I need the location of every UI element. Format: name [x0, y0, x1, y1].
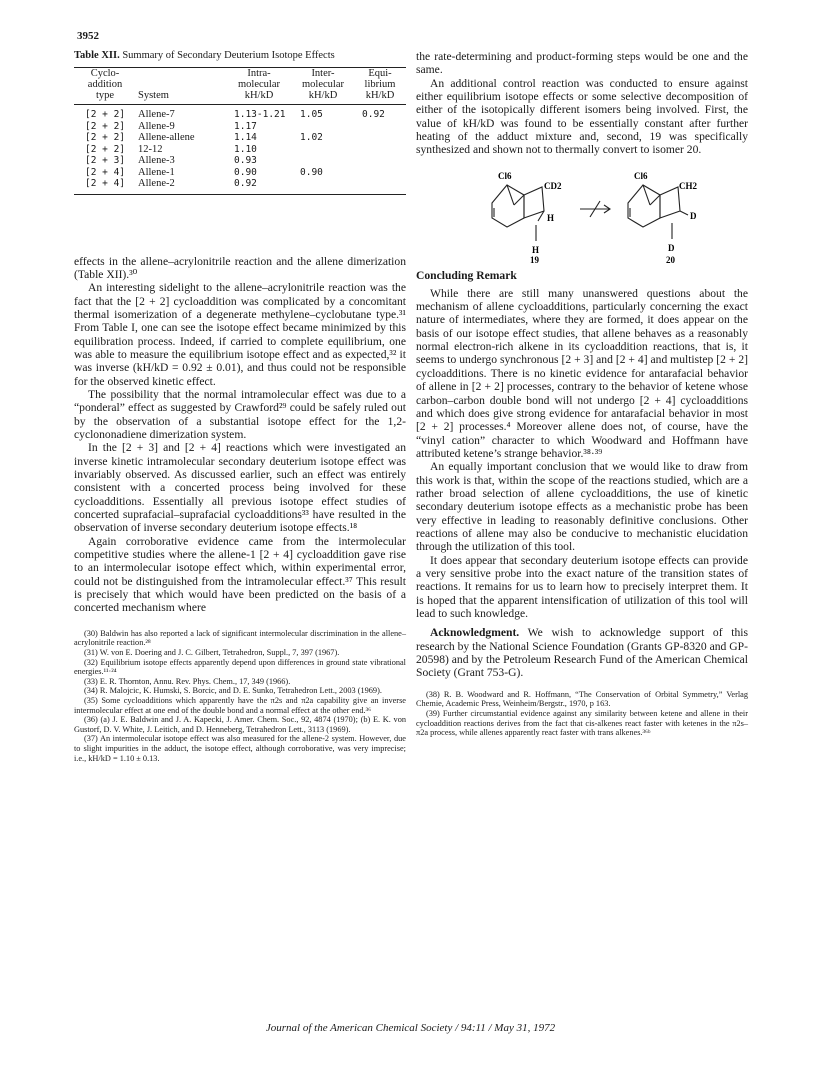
cell-type: [2 + 2]: [84, 132, 126, 143]
cell-system: Allene-3: [138, 155, 175, 166]
structure-19-20-figure: [432, 163, 732, 263]
structure-19: [492, 185, 544, 241]
cell-intermolecular: 1.05: [300, 109, 323, 120]
cell-intermolecular: 1.02: [300, 132, 323, 143]
structure-20-d-top: D: [690, 210, 697, 221]
structure-20: [628, 185, 688, 239]
body-paragraph: It does appear that secondary deuterium isotope effects can provide a very sensitive probe into the exact nature of the transition states of reactions. It remains for us to learn how to precisely interpret them. It is hoped that the apparent intensification of utilization of this tool will lead to such knowledge.: [416, 553, 748, 620]
journal-footer: Journal of the American Chemical Society / 94:11 / May 31, 1972: [265, 1022, 556, 1034]
table-body: [74, 105, 406, 195]
body-paragraph: Again corroborative evidence came from the intermolecular competitive studies where the allene-1 [2 + 4] cycloaddition gave rise to an intermolecular isotope effect which, within experimental error, could not be distinguished from the intramolecular effect.³⁷ This result is precisely that which would have been predicted on the basis of a concerted mechanism where: [74, 534, 406, 615]
footnote: (39) Further circumstantial evidence against any similarity between ketene and allene in their cycloaddition reactions derives from the fact that cis-alkenes react faster with ketenes in the π2s–π2a process, while allenes apparently react faster with trans alkenes.³⁶ᵇ: [416, 708, 748, 738]
acknowledgment-heading: Acknowledgment.: [430, 626, 520, 640]
footnote: (33) E. R. Thornton, Annu. Rev. Phys. Chem., 17, 349 (1966).: [84, 676, 291, 686]
cell-system: Allene-9: [138, 120, 175, 132]
footnote: (37) An intermolecular isotope effect was also measured for the allene-2 system. However, due to slight impurities in the adduct, the isotope effect, although corroborative, was very imprecise; i.e., kH/kD = 1.10 ± 0.13.: [74, 734, 406, 763]
body-paragraph: In the [2 + 3] and [2 + 4] reactions which were investigated an inverse kinetic intramolecular secondary deuterium isotope effect was invariably observed. As discussed earlier, such an effect was entirely consistent with a concerted process being involved for these cycloadditions. Essentially all previous isotope effect studies of concerted suprafacial–suprafacial cycloadditions³³ have resulted in the observation of inverse secondary deuterium isotope effects.¹⁸: [74, 441, 406, 535]
table-row: [74, 105, 406, 121]
table-label: Table XII.: [74, 50, 120, 61]
footnote: (34) R. Malojcic, K. Humski, S. Borcic, and D. E. Sunko, Tetrahedron Lett., 2003 (1969).: [84, 686, 382, 696]
cell-equilibrium: [354, 155, 406, 167]
cell-type: [2 + 3]: [84, 155, 126, 166]
table-row: [74, 178, 406, 194]
footnote: (31) W. von E. Doering and J. C. Gilbert, Tetrahedron, Suppl., 7, 397 (1967).: [84, 647, 340, 657]
cell-system: Allene-7: [138, 109, 175, 120]
cell-equilibrium: [354, 144, 406, 156]
cell-intermolecular: [292, 144, 354, 156]
cell-type: [2 + 2]: [84, 109, 126, 120]
not-converting-arrow: [580, 201, 610, 217]
body-paragraph: effects in the allene–acrylonitrile reaction and the allene dimerization (Table XII).³⁰: [74, 254, 406, 281]
header-intramolecular: Intra- molecular kH/kD: [238, 68, 280, 101]
structure-20-number: 20: [666, 254, 675, 263]
footnote: (35) Some cycloadditions which apparently have the π2s and π2a capability give an inverse intermolecular effect at one end of the double bond and a normal effect at the other end.³⁶: [74, 695, 406, 715]
structure-19-h-top: H: [547, 212, 555, 223]
structure-19-cl: Cl6: [498, 170, 512, 181]
acknowledgment-text: We wish to acknowledge support of this research by the National Science Foundation (Grants GP-8320 and GP-20598) and by the Petroleum Research Fund of the American Chemical Society (Grant 753-G).: [416, 626, 748, 680]
structure-20-cl: Cl6: [634, 170, 648, 181]
cell-system: Allene-allene: [138, 132, 195, 143]
body-paragraph: An interesting sidelight to the allene–acrylonitrile reaction was the fact that the [2 + 2] cycloaddition was complicated by a concomitant thermal isomerization of a degenerate methylene–cyclobutane type.³¹ From Table I, one can see the isotope effect became minimized by this equilibration process. Indeed, if carried to complete equilibrium, one was able to measure the equilibrium isotope effect and as expected,³² it was inverse (kH/kD = 0.92 ± 0.01), and thus could not be responsible for the observed kinetic effect.: [74, 281, 406, 388]
cell-intermolecular: [292, 121, 354, 133]
table-row: [74, 155, 406, 167]
right-body-text-top: [416, 50, 748, 157]
footnote: (36) (a) J. E. Baldwin and J. A. Kapecki, J. Amer. Chem. Soc., 92, 4874 (1970); (b) E. K. von Gustorf, D. V. White, J. Leitich, and D. Henneberg, Tetrahedron Lett., 3113 (1969).: [74, 715, 406, 734]
cell-system: Allene-2: [138, 178, 175, 189]
right-column: [416, 50, 748, 738]
body-paragraph: While there are still many unanswered questions about the mechanism of allene cycloadditions, particularly concerning the exact nature of intermediates, where they are formed, it does appear on the basis of our isotope effect studies, that allene behaves as a reasonably normal electron-rich alkene in its cycloaddition reactions, that is, it seems to undergo synchronous [2 + 3] and [2 + 4] and multistep [2 + 2] cycloadditions. There is no kinetic evidence for antarafacial behavior of allene in [2 + 2] processes, contrary to the behavior of ketene whose carbon–carbon double bond will not undergo [2 + 4] cycloadditions and which does give strong evidence for antarafacial behavior in most [2 + 2] processes.⁴ Moreover allene does not, of course, have the “vinyl cation” character to which Woodward and Hoffmann have attributed ketene’s strange behavior.³⁸·³⁹: [416, 286, 748, 460]
cell-equilibrium: [354, 167, 406, 179]
structure-scheme: [416, 163, 748, 263]
body-paragraph: An equally important conclusion that we would like to draw from this work is that, within the scope of the reactions studied, which are a rather broad selection of allene cycloadditions, the use of kinetic secondary deuterium isotope effects as a mechanistic probe has been very effective in leading to reasonably definitive conclusions. Other reactions of allene may also be conducive to mechanistic elucidation through the utilization of this tool.: [416, 460, 748, 554]
cell-type: [2 + 4]: [84, 166, 126, 178]
cell-intermolecular: 0.90: [300, 166, 323, 178]
cell-intramolecular: 0.90: [234, 166, 257, 178]
structure-19-number: 19: [530, 254, 539, 263]
table-caption: [74, 50, 406, 61]
cell-equilibrium: 0.92: [362, 109, 385, 120]
body-paragraph: The possibility that the normal intramolecular effect was due to a “ponderal” effect as suggested by Crawford²⁹ could be safely ruled out by the observation of a substantial isotope effect for the 1,2-cyclononadiene dimerization system.: [74, 387, 406, 441]
right-body-text-bottom: [416, 287, 748, 621]
left-column: [74, 50, 406, 763]
structure-20-d-bottom: D: [668, 242, 675, 253]
structure-19-h-bottom: H: [532, 244, 540, 255]
concluding-remark-heading: Concluding Remark: [416, 268, 517, 282]
acknowledgment: [416, 626, 748, 679]
cell-intramolecular: 1.13-1.21: [234, 109, 286, 120]
cell-intramolecular: 0.93: [234, 155, 257, 166]
cell-intramolecular: 1.10: [234, 143, 257, 155]
table-title: Summary of Secondary Deuterium Isotope Effects: [122, 50, 335, 61]
body-paragraph: the rate-determining and product-forming steps would be one and the same.: [416, 50, 748, 77]
structure-20-group: CH2: [679, 180, 697, 191]
cell-system: Allene-1: [138, 166, 175, 178]
footnote: (30) Baldwin has also reported a lack of significant intermolecular discrimination in the allene–acrylonitrile reaction.²⁸: [74, 628, 406, 648]
table-header-row: [74, 68, 406, 105]
cell-system: 12-12: [138, 143, 163, 155]
cell-intermolecular: [292, 178, 354, 194]
structure-19-group: CD2: [544, 180, 562, 191]
isotope-effects-table: [74, 67, 406, 195]
header-equilibrium: Equi- librium kH/kD: [364, 68, 396, 101]
page-number: 3952: [77, 30, 99, 42]
cell-intramolecular: 1.17: [234, 120, 257, 132]
header-system: System: [138, 90, 169, 101]
left-footnotes: [74, 629, 406, 763]
table-row: [74, 132, 406, 144]
right-footnotes: [416, 690, 748, 738]
cell-equilibrium: [354, 132, 406, 144]
table-row: [74, 144, 406, 156]
header-cycloaddition-type: Cyclo- addition type: [87, 68, 123, 101]
cell-equilibrium: [354, 121, 406, 133]
cell-type: [2 + 2]: [84, 120, 126, 132]
cell-equilibrium: [354, 178, 406, 194]
cell-type: [2 + 4]: [84, 178, 126, 189]
cell-intramolecular: 0.92: [234, 178, 257, 189]
table-row: [74, 167, 406, 179]
header-intermolecular: Inter- molecular kH/kD: [302, 68, 344, 101]
footnote: (32) Equilibrium isotope effects apparently depend upon differences in ground state vibrational energies.¹¹·²⁴: [74, 657, 406, 677]
left-body-text: [74, 255, 406, 615]
cell-intramolecular: 1.14: [234, 132, 257, 143]
body-paragraph: An additional control reaction was conducted to ensure against either equilibrium isotope effects or some selective decomposition of either of the isotopically different isomers being involved. First, the value of kH/kD was found to be essentially constant after further heating of the adduct mixture and, second, 19 was specifically synthesized and shown not to thermally convert to isomer 20.: [416, 76, 748, 157]
cell-intermolecular: [292, 155, 354, 167]
footnote: (38) R. B. Woodward and R. Hoffmann, “The Conservation of Orbital Symmetry,” Verlag Chemie, Academic Press, Weinheim/Bergstr., 1970, p 163.: [416, 689, 748, 709]
cell-type: [2 + 2]: [84, 143, 126, 155]
table-row: [74, 121, 406, 133]
